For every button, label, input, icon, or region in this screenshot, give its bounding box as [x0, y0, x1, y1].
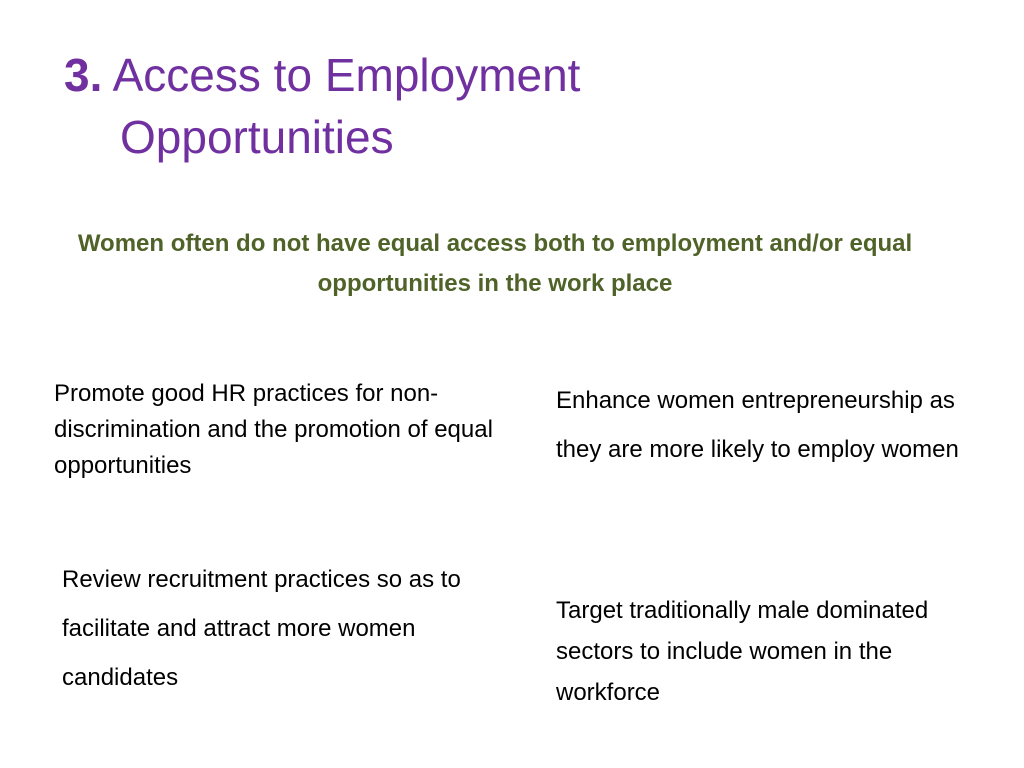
text-block-entrepreneurship: Enhance women entrepreneurship as they are more likely to employ women	[556, 387, 959, 463]
title-number: 3.	[64, 49, 103, 101]
title-line-2: Opportunities	[120, 111, 394, 163]
text-block-hr-practices: Promote good HR practices for non-discrimination and the promotion of equal opportunities	[54, 380, 493, 479]
title-line-1: Access to Employment	[112, 49, 581, 101]
slide-subtitle: Women often do not have equal access both to employment and/or equal opportunities in the work place	[77, 230, 913, 297]
text-block-recruitment: Review recruitment practices so as to facilitate and attract more women candidates	[62, 566, 461, 691]
slide-title	[64, 44, 964, 168]
text-block-male-dominated-sectors: Target traditionally male dominated sectors to include women in the workforce	[556, 597, 929, 706]
